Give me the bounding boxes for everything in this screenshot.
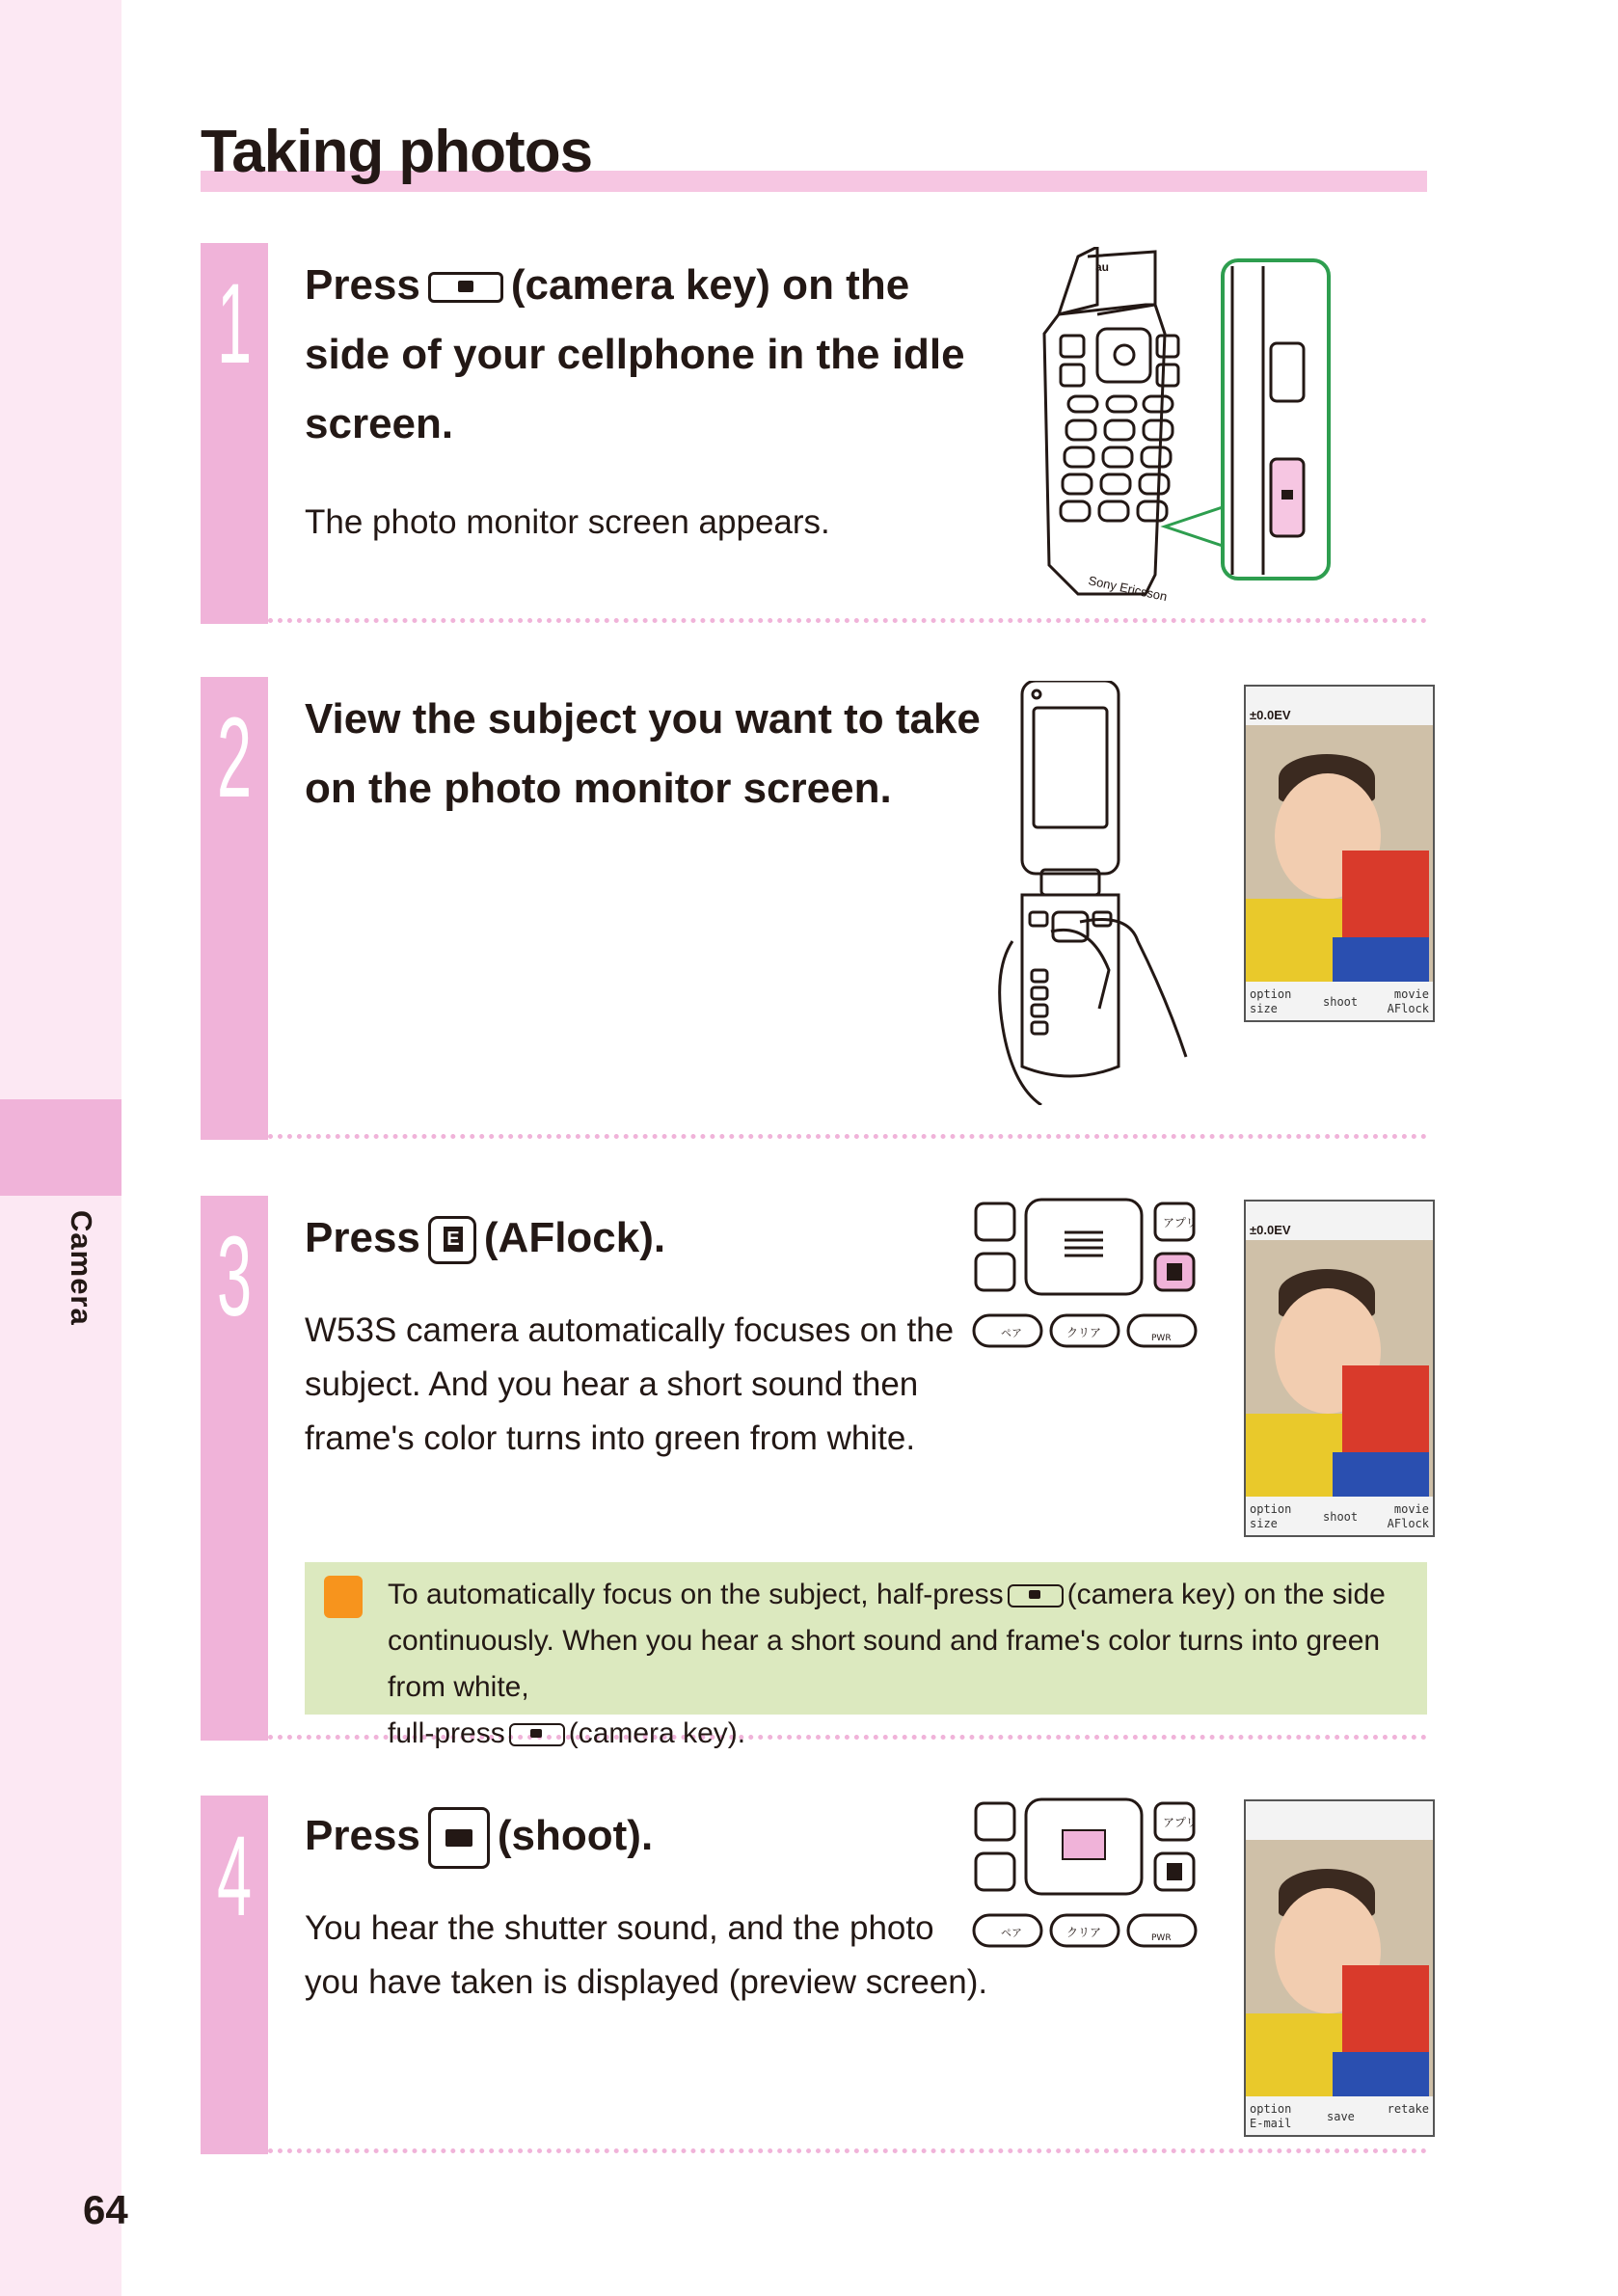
screen-status-bar <box>1246 1202 1433 1240</box>
step-heading <box>305 685 981 824</box>
keypad-illustration-aflock <box>972 1196 1213 1369</box>
step-number: 2 <box>216 694 253 822</box>
body-text: you have taken is displayed (preview screen). <box>305 1963 988 2001</box>
softkey-left: option <box>1250 987 1292 1001</box>
screen-subject <box>1333 937 1429 986</box>
softkey-right-sub: AFlock <box>1387 1002 1429 1015</box>
photo-monitor-screen-aflock <box>1244 1200 1435 1537</box>
e-key-glyph <box>1167 1863 1182 1880</box>
e-key-glyph <box>1167 1263 1182 1281</box>
body-text: frame's color turns into green from white. <box>305 1419 916 1457</box>
photo-monitor-screen <box>1244 685 1435 1022</box>
camera-key-icon <box>428 272 503 303</box>
page-title: Taking photos <box>201 119 593 185</box>
preview-screen <box>1244 1799 1435 2137</box>
step-body <box>305 1304 954 1466</box>
step-4 <box>201 1796 1427 2162</box>
heading-text: screen. <box>305 400 454 447</box>
clear-key-label: クリア <box>1066 1926 1102 1939</box>
heading-text: Press <box>305 261 420 309</box>
hand-pointer-icon <box>324 1576 363 1618</box>
tip-text-line: (camera key) on the side <box>1066 1579 1386 1610</box>
step-3 <box>201 1196 1429 1749</box>
clear-key-label: クリア <box>1066 1326 1102 1339</box>
pair-key-label: ペア <box>1001 1927 1022 1939</box>
phone-carrier: au <box>1095 260 1110 274</box>
step-heading <box>305 1203 665 1273</box>
heading-text: View the subject you want to take <box>305 695 981 743</box>
step-body: The photo monitor screen appears. <box>305 503 830 541</box>
step-divider <box>268 1134 1427 1139</box>
heading-text: Press <box>305 1214 420 1261</box>
step-number: 1 <box>216 260 253 388</box>
heading-text: on the photo monitor screen. <box>305 765 892 812</box>
tip-text-line: full-press <box>388 1717 505 1749</box>
step-number: 3 <box>216 1213 253 1340</box>
tip-text-line: (camera key). <box>568 1717 746 1749</box>
softkey-center: shoot <box>1323 1510 1359 1524</box>
softkey-left-sub: size <box>1250 1517 1278 1530</box>
tip-note <box>305 1562 1427 1749</box>
tip-text-line: continuously. When you hear a short sound and frame's color turns into green from white, <box>388 1625 1381 1703</box>
heading-text: side of your cellphone in the idle <box>305 331 965 378</box>
side-camera-key-icon <box>1281 490 1293 500</box>
softkey-right: movie <box>1393 1502 1429 1516</box>
step-divider <box>268 2148 1427 2153</box>
body-text: You hear the shutter sound, and the photo <box>305 1909 934 1947</box>
tip-text-line: To automatically focus on the subject, half-press <box>388 1579 1004 1610</box>
pair-key-label: ペア <box>1001 1327 1022 1339</box>
heading-text: (shoot). <box>497 1812 654 1859</box>
screen-status-bar <box>1246 1801 1433 1840</box>
e-key-icon <box>428 1216 476 1264</box>
softkey-left: option <box>1250 1502 1292 1516</box>
ev-indicator: ±0.0EV <box>1250 708 1291 722</box>
step-body <box>305 1902 987 2010</box>
camera-key-icon <box>1008 1584 1064 1607</box>
open-phone-illustration <box>1039 247 1387 606</box>
screen-softkeys <box>1246 2096 1433 2135</box>
shoot-key-icon <box>428 1807 490 1869</box>
screen-subject <box>1333 2052 1429 2100</box>
body-text: W53S camera automatically focuses on the <box>305 1311 955 1349</box>
heading-text: (AFlock). <box>483 1214 666 1261</box>
section-label: Camera <box>65 1210 98 1326</box>
step-divider <box>268 618 1427 623</box>
softkey-left-sub: size <box>1250 1002 1278 1015</box>
step-number: 4 <box>216 1813 253 1940</box>
step-1 <box>201 243 1427 624</box>
screen-subject <box>1333 1452 1429 1500</box>
screen-status-bar <box>1246 687 1433 725</box>
page-number: 64 <box>83 2187 128 2232</box>
phone-brand: Sony Ericsson <box>1087 573 1169 605</box>
appli-key-label: アプリ <box>1163 1816 1198 1829</box>
side-tab <box>0 1099 121 1196</box>
hand-holding-phone-illustration <box>984 681 1205 1105</box>
step-heading <box>305 1801 653 1871</box>
power-key-label: PWR <box>1151 1334 1172 1343</box>
softkey-right-sub: AFlock <box>1387 1517 1429 1530</box>
softkey-right: movie <box>1393 987 1429 1001</box>
softkey-center: save <box>1327 2110 1355 2123</box>
softkey-left: option <box>1250 2102 1292 2116</box>
softkey-left-sub: E-mail <box>1250 2117 1292 2130</box>
step-2 <box>201 677 1427 1140</box>
ev-indicator: ±0.0EV <box>1250 1223 1291 1237</box>
shoot-key-highlight <box>1063 1830 1105 1859</box>
tip-text <box>388 1572 1398 1757</box>
power-key-label: PWR <box>1151 1933 1172 1943</box>
heading-text: Press <box>305 1812 420 1859</box>
heading-text: (camera key) on the <box>510 261 910 309</box>
screen-softkeys <box>1246 1497 1433 1535</box>
body-text: subject. And you hear a short sound then <box>305 1365 919 1403</box>
keypad-illustration-shoot <box>972 1796 1213 1969</box>
softkey-right: retake <box>1387 2102 1429 2116</box>
screen-softkeys <box>1246 982 1433 1020</box>
camera-key-icon <box>509 1723 565 1746</box>
step-heading <box>305 251 965 459</box>
appli-key-label: アプリ <box>1163 1216 1198 1229</box>
softkey-center: shoot <box>1323 995 1359 1009</box>
